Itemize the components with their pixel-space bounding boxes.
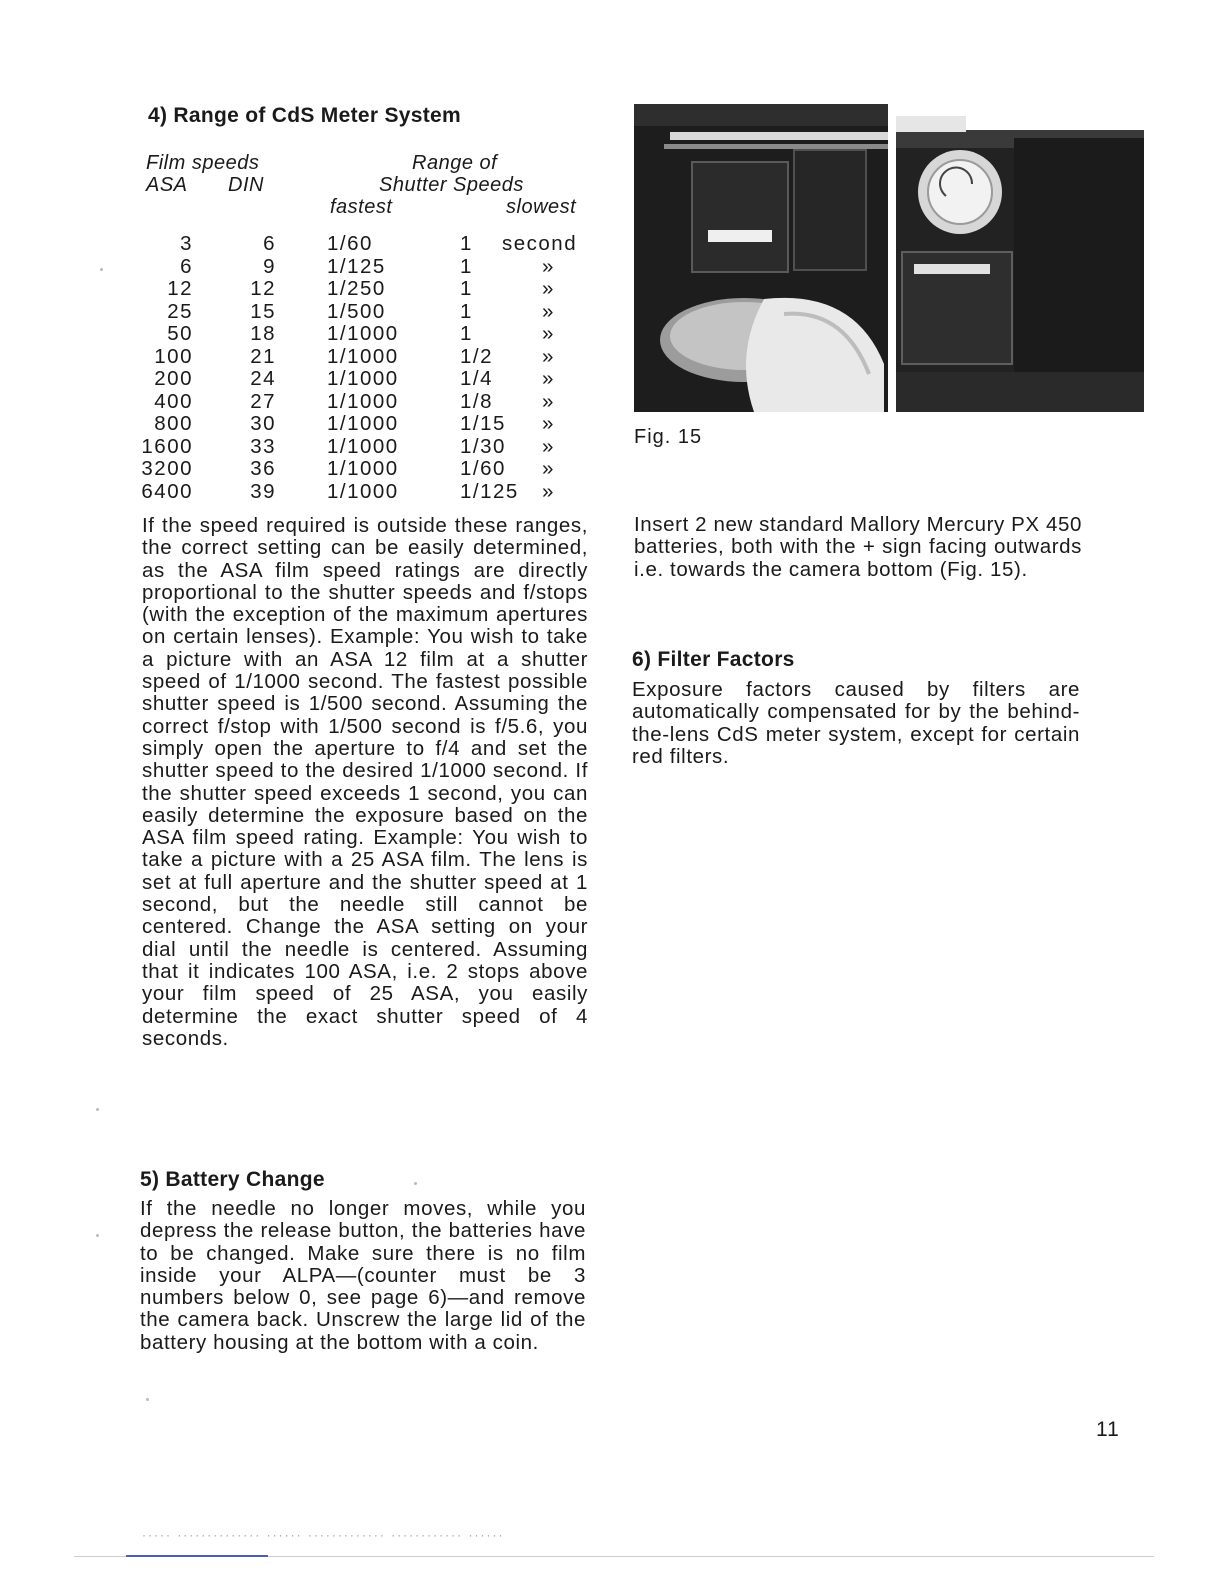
din-value: 39: [250, 479, 276, 503]
asa-value: 3200: [141, 457, 193, 480]
fastest-value: 1/1000: [327, 434, 399, 458]
fastest-value: 1/125: [327, 254, 386, 278]
ditto-mark: »: [542, 344, 555, 368]
scan-speck: [96, 1108, 99, 1111]
fastest-value: 1/1000: [327, 479, 399, 503]
table-row: [140, 300, 588, 323]
asa-value: 25: [167, 299, 193, 323]
fastest-value: 1/500: [327, 299, 386, 323]
ditto-mark: »: [542, 299, 555, 323]
fastest-value: 1/60: [327, 232, 373, 255]
slowest-value: 1: [460, 232, 473, 255]
figure-15-photo: [634, 104, 1144, 412]
scan-speck: [96, 1234, 99, 1237]
slowest-value: 1/2: [460, 344, 493, 368]
slowest-value: 1/60: [460, 457, 506, 480]
battery-housing-photo: [634, 104, 1144, 412]
ditto-mark: »: [542, 457, 555, 480]
ditto-mark: »: [542, 277, 555, 300]
asa-value: 100: [154, 344, 193, 368]
table-row: [140, 277, 588, 300]
fastest-value: 1/1000: [327, 412, 399, 435]
din-value: 6: [263, 232, 276, 255]
din-value: 27: [250, 389, 276, 413]
slowest-value: 1/8: [460, 389, 493, 413]
slowest-value: 1: [460, 254, 473, 278]
din-value: 21: [250, 344, 276, 368]
heading-cds-range: 4) Range of CdS Meter System: [148, 104, 461, 127]
figure-caption: Fig. 15: [634, 426, 703, 448]
table-row: [140, 367, 588, 390]
din-value: 30: [250, 412, 276, 435]
asa-value: 800: [154, 412, 193, 435]
din-value: 12: [250, 277, 276, 300]
ditto-mark: »: [542, 412, 555, 435]
fastest-value: 1/1000: [327, 457, 399, 480]
slowest-value: 1: [460, 299, 473, 323]
ditto-mark: »: [542, 434, 555, 458]
range-explanation-paragraph: If the speed required is outside these ranges, the correct setting can be easily determined, as the ASA film speed ratings are directly proportional to the shutter speeds and f/stops (with the exception of the maximum apertures on certain lenses). Example: You wish to take a picture with an ASA 12 film at a shutter speed of 1/1000 second. The fastest possible shutter speed is 1/500 second. Assuming the correct f/stop with 1/500 second is f/5.6, you simply open the aperture to f/4 and set the shutter speed to the desired 1/1000 second. If the shutter speed exceeds 1 second, you can easily determine the exposure based on the ASA film speed rating. Example: You wish to take a picture with a 25 ASA film. The lens is set at full aperture and the shutter speed at 1 second, but the needle still cannot be centered. Change the ASA setting on your dial until the needle is centered. Assuming that it indicates 100 ASA, i.e. 2 stops above your film speed of 25 ASA, you easily determine the exact shutter speed of 4 seconds.: [142, 514, 588, 1050]
slowest-value: 1: [460, 322, 473, 345]
ditto-mark: »: [542, 479, 555, 503]
slowest-value: 1/125: [460, 479, 519, 503]
table-row: [140, 255, 588, 278]
heading-battery-change: 5) Battery Change: [140, 1168, 325, 1191]
page-number: 11: [1096, 1418, 1120, 1441]
din-value: 15: [250, 299, 276, 323]
header-film-speeds: Film speeds: [146, 152, 260, 174]
din-value: 18: [250, 322, 276, 345]
table-row: [140, 412, 588, 435]
slowest-value: 1/30: [460, 434, 506, 458]
filter-factors-paragraph: Exposure factors caused by filters are automatically compensated for by the behind-the-lens CdS meter system, except for certain red filters.: [632, 678, 1080, 768]
asa-value: 6400: [141, 479, 193, 503]
ditto-mark: »: [542, 322, 555, 345]
table-row: [140, 345, 588, 368]
ditto-mark: »: [542, 389, 555, 413]
header-shutter-speeds: Shutter Speeds: [379, 174, 524, 196]
bottom-rule-accent: [126, 1555, 268, 1557]
battery-change-paragraph: If the needle no longer moves, while you depress the release button, the batteries have to be changed. Make sure there is no film inside your ALPA—(counter must be 3 numbers below 0, see page 6)—and remove the camera back. Unscrew the large lid of the battery housing at the bottom with a coin.: [140, 1197, 586, 1354]
din-value: 33: [250, 434, 276, 458]
din-value: 36: [250, 457, 276, 480]
fastest-value: 1/1000: [327, 389, 399, 413]
table-row: [140, 232, 588, 255]
fastest-value: 1/250: [327, 277, 386, 300]
header-din: DIN: [228, 174, 264, 196]
table-row: [140, 390, 588, 413]
asa-value: 400: [154, 389, 193, 413]
footer-dotted-line: ····· ·············· ······ ············· ············ ······: [142, 1528, 505, 1542]
asa-value: 3: [180, 232, 193, 255]
fastest-value: 1/1000: [327, 367, 399, 390]
asa-value: 6: [180, 254, 193, 278]
header-range-of: Range of: [412, 152, 498, 174]
fastest-value: 1/1000: [327, 344, 399, 368]
asa-value: 50: [167, 322, 193, 345]
table-row: [140, 322, 588, 345]
ditto-mark: »: [542, 254, 555, 278]
table-row: [140, 435, 588, 458]
slowest-value: 1/4: [460, 367, 493, 390]
insert-batteries-paragraph: Insert 2 new standard Mallory Mercury PX 450 batteries, both with the + sign facing outwards i.e. towards the camera bottom (Fig. 15).: [634, 513, 1082, 581]
unit-value: second: [502, 232, 578, 255]
scan-speck: [146, 1398, 149, 1401]
slowest-value: 1/15: [460, 412, 506, 435]
slowest-value: 1: [460, 277, 473, 300]
scan-speck: [414, 1182, 417, 1185]
ditto-mark: »: [542, 367, 555, 390]
header-slowest: slowest: [506, 196, 577, 218]
heading-filter-factors: 6) Filter Factors: [632, 648, 795, 671]
table-row: [140, 480, 588, 503]
asa-value: 1600: [141, 434, 193, 458]
scan-speck: [100, 268, 103, 271]
fastest-value: 1/1000: [327, 322, 399, 345]
din-value: 24: [250, 367, 276, 390]
header-fastest: fastest: [330, 196, 393, 218]
asa-value: 200: [154, 367, 193, 390]
header-asa: ASA: [146, 174, 188, 196]
table-row: [140, 457, 588, 480]
speed-range-table: [140, 232, 588, 502]
asa-value: 12: [167, 277, 193, 300]
din-value: 9: [263, 254, 276, 278]
